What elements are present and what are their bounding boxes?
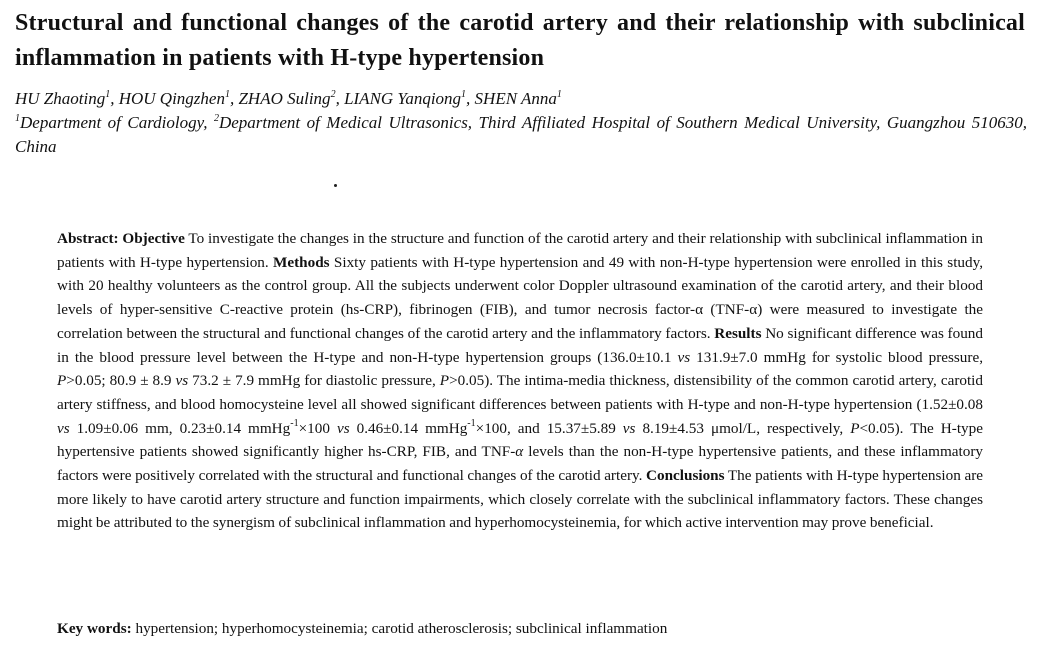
affiliation-sup: 2 <box>213 113 219 124</box>
vs-italic: vs <box>622 419 636 437</box>
author-affiliation-sup: 1 <box>556 89 562 100</box>
methods-label: Methods <box>273 253 330 271</box>
affiliation-sup: 1 <box>15 113 20 124</box>
vs-italic: vs <box>57 419 70 437</box>
results-text: 8.19±4.53 μmol/L, respectively, <box>635 419 851 437</box>
author-affiliation-sup: 2 <box>330 89 336 100</box>
p-italic: P <box>439 372 450 390</box>
author-name: ZHAO Suling <box>238 89 331 108</box>
author-list: HU Zhaoting$^1$, HOU Qingzhen$^1$, ZHAO Suling$^2$, LIANG Yanqiong$^1$, SHEN Anna$^1$ <box>15 89 562 108</box>
results-text: 131.9±7.0 mmHg for systolic blood pressure, <box>690 348 983 366</box>
objective-text: To investigate the changes in the structure and function of the carotid artery and their relationship with subclinical inflammation in patients with H-type hypertension. <box>57 230 983 271</box>
alpha-italic: α <box>515 443 524 461</box>
results-label: Results <box>714 324 762 342</box>
author-name: HOU Qingzhen <box>118 89 225 108</box>
results-text: 73.2 ± 7.9 mmHg for diastolic pressure, <box>188 372 440 390</box>
results-text: 1.09±0.06 mm, 0.23±0.14 mmHg <box>69 419 291 437</box>
author-name: LIANG Yanqiong <box>344 89 462 108</box>
affiliations <box>15 111 1027 159</box>
objective-label: Objective <box>122 230 185 247</box>
vs-italic: vs <box>175 372 189 390</box>
p-italic: P <box>57 372 67 390</box>
keywords-text: hypertension; hyperhomocysteinemia; carotid atherosclerosis; subclinical inflammation <box>131 620 668 637</box>
results-text: >0.05; 80.9 ± 8.9 <box>66 372 176 390</box>
results-text: <0.05). The H-type hypertensive patients showed significantly higher hs-CRP, FIB, and TNF- <box>57 419 983 461</box>
affiliation-dept-2: Department of Medical Ultrasonics, Third Affiliated Hospital of Southern Medical University, Guangzhou 510630, China <box>15 113 1027 156</box>
abstract <box>57 227 983 535</box>
author-affiliation-sup: 1 <box>461 89 467 100</box>
results-text: >0.05). The intima-media thickness, distensibility of the common carotid artery, carotid artery stiffness, and blood homocysteine level all showed significant differences between patients with H-type and non-H-type hypertension (1.52±0.08 <box>57 372 983 413</box>
vs-italic: vs <box>336 419 350 437</box>
exponent-sup: -1 <box>290 417 299 429</box>
conclusions-label: Conclusions <box>646 467 725 485</box>
author-affiliation-sup: 1 <box>105 89 111 100</box>
results-text: 0.46±0.14 mmHg <box>349 419 468 437</box>
results-text: No significant difference was found in the blood pressure level between the H-type and non-H-type hypertension groups (136.0±10.1 <box>57 324 983 366</box>
paper-title: Structural and functional changes of the carotid artery and their relationship with subclinical inflammation in patients with H-type hypertension <box>15 10 1025 71</box>
key-words <box>57 617 983 640</box>
stray-dot <box>334 184 337 187</box>
results-text: levels than the non-H-type hypertensive patients, and these inflammatory factors were positively correlated with the structural and functional changes of the carotid artery. <box>57 443 983 485</box>
exponent-sup: -1 <box>467 417 476 429</box>
results-text: ×100, and 15.37±5.89 <box>475 419 623 437</box>
methods-text: Sixty patients with H-type hypertension and 49 with non-H-type hypertension were enrolled in this study, with 20 healthy volunteers as the control group. All the subjects underwent color Doppler ultrasound examination of the carotid artery, and their blood levels of hyper-sensitive C-reactive protein (hs-CRP), fibrinogen (FIB), and tumor necrosis factor-α (TNF-α) were measured to investigate the correlation between the structural and functional changes of the carotid artery and the inflammatory factors. <box>57 253 983 342</box>
author-affiliation-sup: 1 <box>224 89 230 100</box>
vs-italic: vs <box>677 348 691 366</box>
conclusions-text: The patients with H-type hypertension are more likely to have carotid artery structure and function impairments, which closely correlate with the subclinical inflammatory factors. These changes might be attributed to the synergism of subclinical inflammation and hyperhomocysteinemia, for which active intervention may prove beneficial. <box>57 467 983 532</box>
results-text: ×100 <box>298 419 337 437</box>
abstract-label: Abstract: <box>57 230 119 247</box>
keywords-label: Key words: <box>57 620 132 637</box>
affiliation-dept-1: Department of Cardiology, <box>20 113 208 132</box>
author-name: SHEN Anna <box>474 89 557 108</box>
author-name: HU Zhaoting <box>15 89 106 108</box>
p-italic: P <box>850 419 860 437</box>
